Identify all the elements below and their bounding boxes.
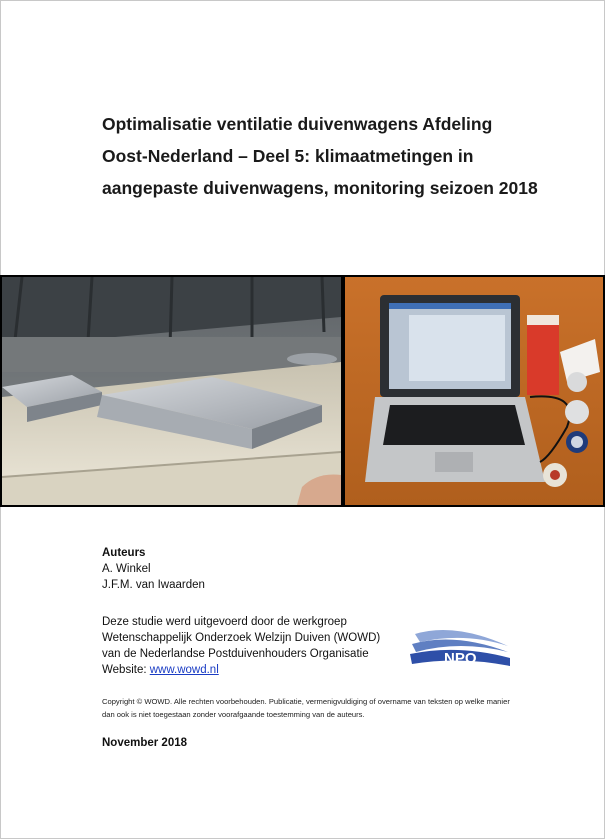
- authors-heading: Auteurs: [102, 547, 146, 559]
- title-line: Optimalisatie ventilatie duivenwagens Afdeling: [102, 114, 493, 134]
- authors-block: [102, 545, 205, 593]
- ventilation-hoods-photo: [2, 277, 341, 505]
- author-name: A. Winkel: [102, 563, 151, 575]
- website-label: Website:: [102, 664, 150, 676]
- website-link[interactable]: www.wowd.nl: [149, 664, 219, 676]
- cover-photos: [0, 275, 605, 507]
- study-line: van de Nederlandse Postduivenhouders Organisatie: [102, 648, 369, 660]
- document-title: [102, 108, 572, 204]
- title-line: Oost-Nederland – Deel 5: klimaatmetingen in: [102, 146, 474, 166]
- copyright-notice: Copyright © WOWD. Alle rechten voorbehouden. Publicatie, vermenigvuldiging of overname van teksten op welke manier dan ook is niet toegestaan zonder voorafgaande toestemming van de auteurs.: [102, 697, 510, 719]
- study-line: Wetenschappelijk Onderzoek Welzijn Duiven (WOWD): [102, 632, 381, 644]
- author-name: J.F.M. van Iwaarden: [102, 579, 205, 591]
- publication-date: November 2018: [102, 737, 188, 749]
- study-info: [102, 614, 380, 678]
- study-line: Deze studie werd uitgevoerd door de werkgroep: [102, 616, 347, 628]
- laptop-sensors-photo: [345, 277, 603, 505]
- npo-logo: [410, 626, 510, 670]
- website-line: [102, 662, 380, 678]
- logo-text: NPO: [444, 650, 477, 667]
- title-line: aangepaste duivenwagens, monitoring seizoen 2018: [102, 178, 538, 198]
